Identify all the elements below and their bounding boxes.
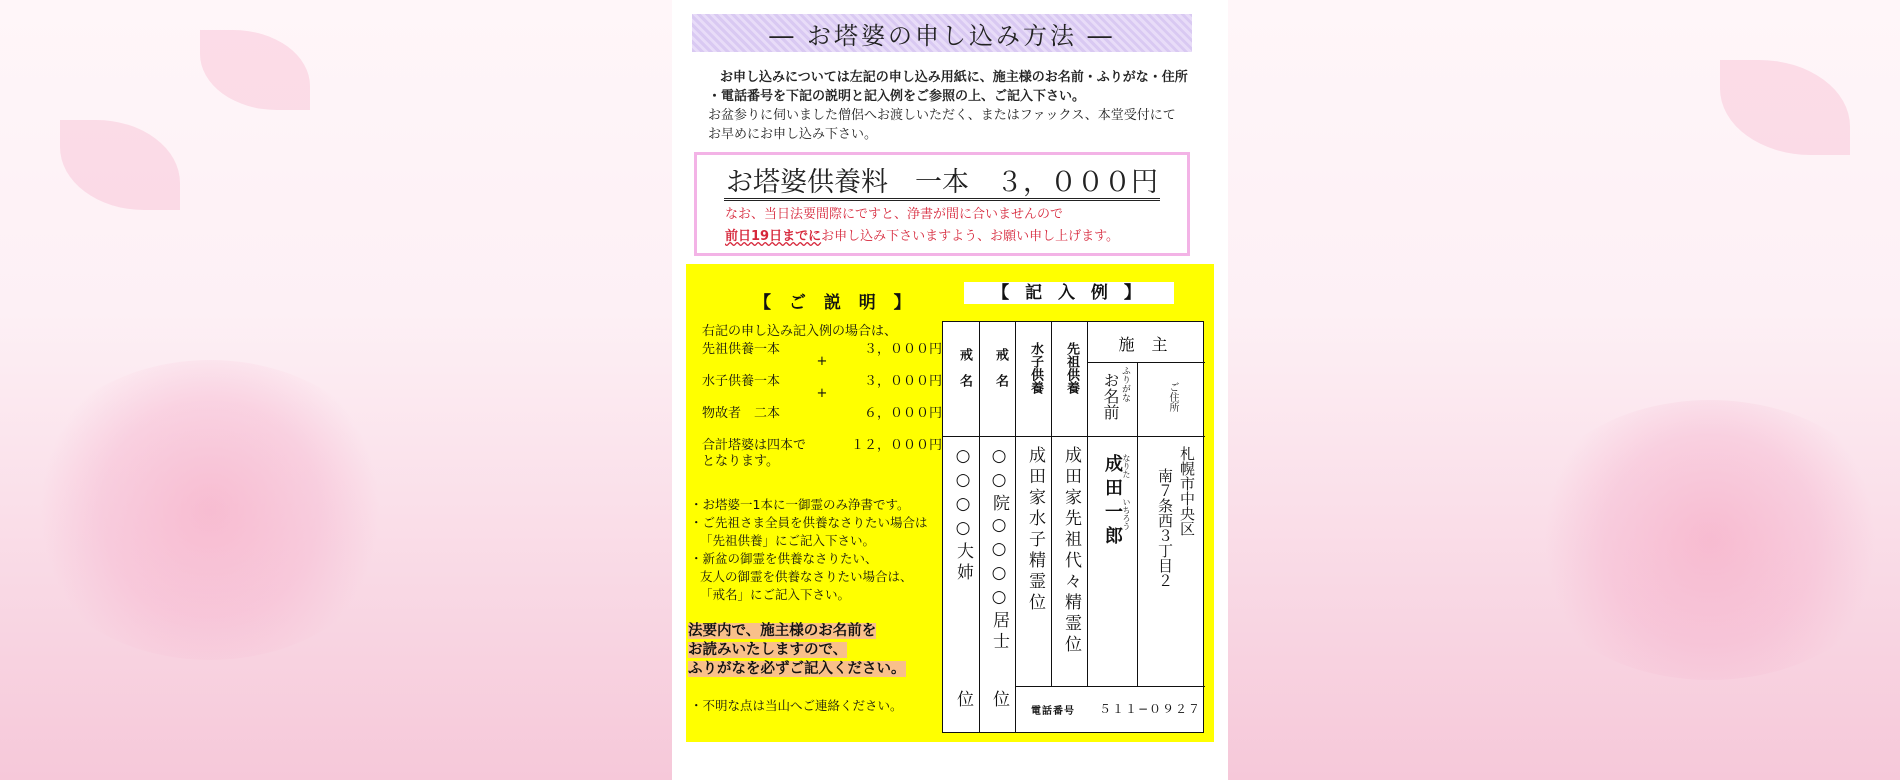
contact-note: ・不明な点は当山へご連絡ください。 xyxy=(690,698,903,713)
header-kaimyo: 戒 名 xyxy=(957,348,972,387)
header-kaimyo: 戒 名 xyxy=(993,348,1008,387)
intro-text xyxy=(708,68,1188,144)
column-divider xyxy=(1051,322,1052,686)
explanation-heading: 【 ご 説 明 】 xyxy=(754,293,917,313)
explanation-panel xyxy=(686,264,1214,742)
example-heading: 【 記 入 例 】 xyxy=(964,282,1174,304)
value-senzo: 成田家先祖代々精霊位 xyxy=(1061,446,1081,656)
notice-line: お読みいたしますので、 xyxy=(688,642,848,658)
calc-label: 物故者 二本 xyxy=(702,406,781,421)
total-label: 合計塔婆は四本で xyxy=(702,438,807,453)
furigana-notice xyxy=(688,622,938,679)
value-name: 成田一郎 xyxy=(1102,454,1123,550)
header-seshu: 施 主 xyxy=(1118,335,1174,354)
calc-amount: ３，０００円 xyxy=(863,342,942,357)
calc-label: 水子供養一本 xyxy=(702,374,781,389)
fee-title: お塔婆供養料 一本 ３，０００円 xyxy=(724,167,1160,201)
total-amount: １２，０００円 xyxy=(850,438,942,453)
value-address: 札幌市中央区 xyxy=(1178,446,1196,536)
calc-lead: 右記の申し込み記入例の場合は、 xyxy=(702,324,898,339)
note-item: ・ご先祖さま全員を供養なさりたい場合は xyxy=(690,515,928,530)
note-item: 「戒名」にご記入下さい。 xyxy=(700,587,851,602)
background-flower-right xyxy=(1520,400,1900,680)
intro-line: お盆参りに伺いました僧侶へお渡しいただく、またはファックス、本堂受付にて xyxy=(708,108,1176,123)
note-item: 友人の御霊を供養なさりたい場合は、 xyxy=(700,569,913,584)
value-name-ruby: いちろう xyxy=(1122,498,1131,530)
column-divider xyxy=(979,322,980,732)
plus-sign: + xyxy=(816,386,828,401)
header-address: ご住所 xyxy=(1167,382,1178,412)
header-senzo: 先祖供養 xyxy=(1064,342,1079,394)
column-divider xyxy=(1015,322,1016,732)
value-kaimyo-suffix: 位 xyxy=(953,690,973,707)
calc-amount: ３，０００円 xyxy=(863,374,942,389)
total-label-2: となります。 xyxy=(702,454,779,469)
intro-line: ・電話番号を下記の説明と記入例をご参照の上、ご記入下さい。 xyxy=(708,89,1086,104)
calc-label: 先祖供養一本 xyxy=(702,342,781,357)
tel-value: ５１１−０９２７ xyxy=(1099,702,1202,716)
fee-note-line1: なお、当日法要間際にですと、浄書が間に合いませんので xyxy=(725,207,1064,222)
header-mizuko: 水子供養 xyxy=(1028,342,1043,394)
calc-item xyxy=(702,338,942,356)
column-divider xyxy=(1087,322,1088,686)
intro-line: お申し込みについては左記の申し込み用紙に、施主様のお名前・ふりがな・住所 xyxy=(720,70,1188,85)
note-item: ・新盆の御霊を供養なさりたい、 xyxy=(690,551,878,566)
note-item: 「先祖供養」にご記入下さい。 xyxy=(700,533,876,548)
note-item: ・お塔婆一1本に一御霊のみ浄書です。 xyxy=(690,497,910,512)
calc-item xyxy=(702,370,942,388)
value-name-ruby: なりた xyxy=(1122,454,1131,478)
row-divider xyxy=(1015,686,1205,687)
fee-note xyxy=(725,204,1119,248)
tel-label: 電話番号 xyxy=(1031,706,1075,717)
calc-item xyxy=(702,402,942,420)
calc-amount: ６，０００円 xyxy=(863,406,942,421)
row-divider xyxy=(1087,362,1205,363)
calculation xyxy=(702,320,942,420)
fee-deadline: 前日19日までに xyxy=(725,229,822,244)
value-kaimyo: ○○○○大姉 xyxy=(953,446,973,584)
plus-sign: + xyxy=(816,354,828,369)
header-name: お名前 xyxy=(1101,372,1120,420)
notice-line: ふりがなを必ずご記入ください。 xyxy=(688,661,906,677)
calc-total xyxy=(702,438,942,470)
notes-list xyxy=(690,496,946,604)
column-divider xyxy=(1137,362,1138,686)
fee-box xyxy=(694,152,1190,256)
background-leaf-left xyxy=(60,120,180,210)
background-leaf-right xyxy=(1720,60,1850,155)
header-furigana: ふりがな xyxy=(1120,366,1130,402)
background-flower-left xyxy=(20,360,400,660)
notice-line: 法要内で、施主様のお名前を xyxy=(688,623,877,639)
value-kaimyo-suffix: 位 xyxy=(989,690,1009,707)
application-sheet xyxy=(672,0,1228,780)
background-leaf-left-2 xyxy=(200,30,310,110)
value-kaimyo: ○○院○○○○居士 xyxy=(989,446,1009,653)
page-title: ― お塔婆の申し込み方法 ― xyxy=(692,14,1192,52)
value-address: 南７条西３丁目２ xyxy=(1156,468,1174,588)
row-divider xyxy=(943,436,1205,437)
fee-note-line2: お申し込み下さいますよう、お願い申し上げます。 xyxy=(821,229,1120,244)
value-mizuko: 成田家水子精霊位 xyxy=(1025,446,1045,614)
example-form xyxy=(942,321,1204,733)
intro-line: お早めにお申し込み下さい。 xyxy=(708,127,878,142)
